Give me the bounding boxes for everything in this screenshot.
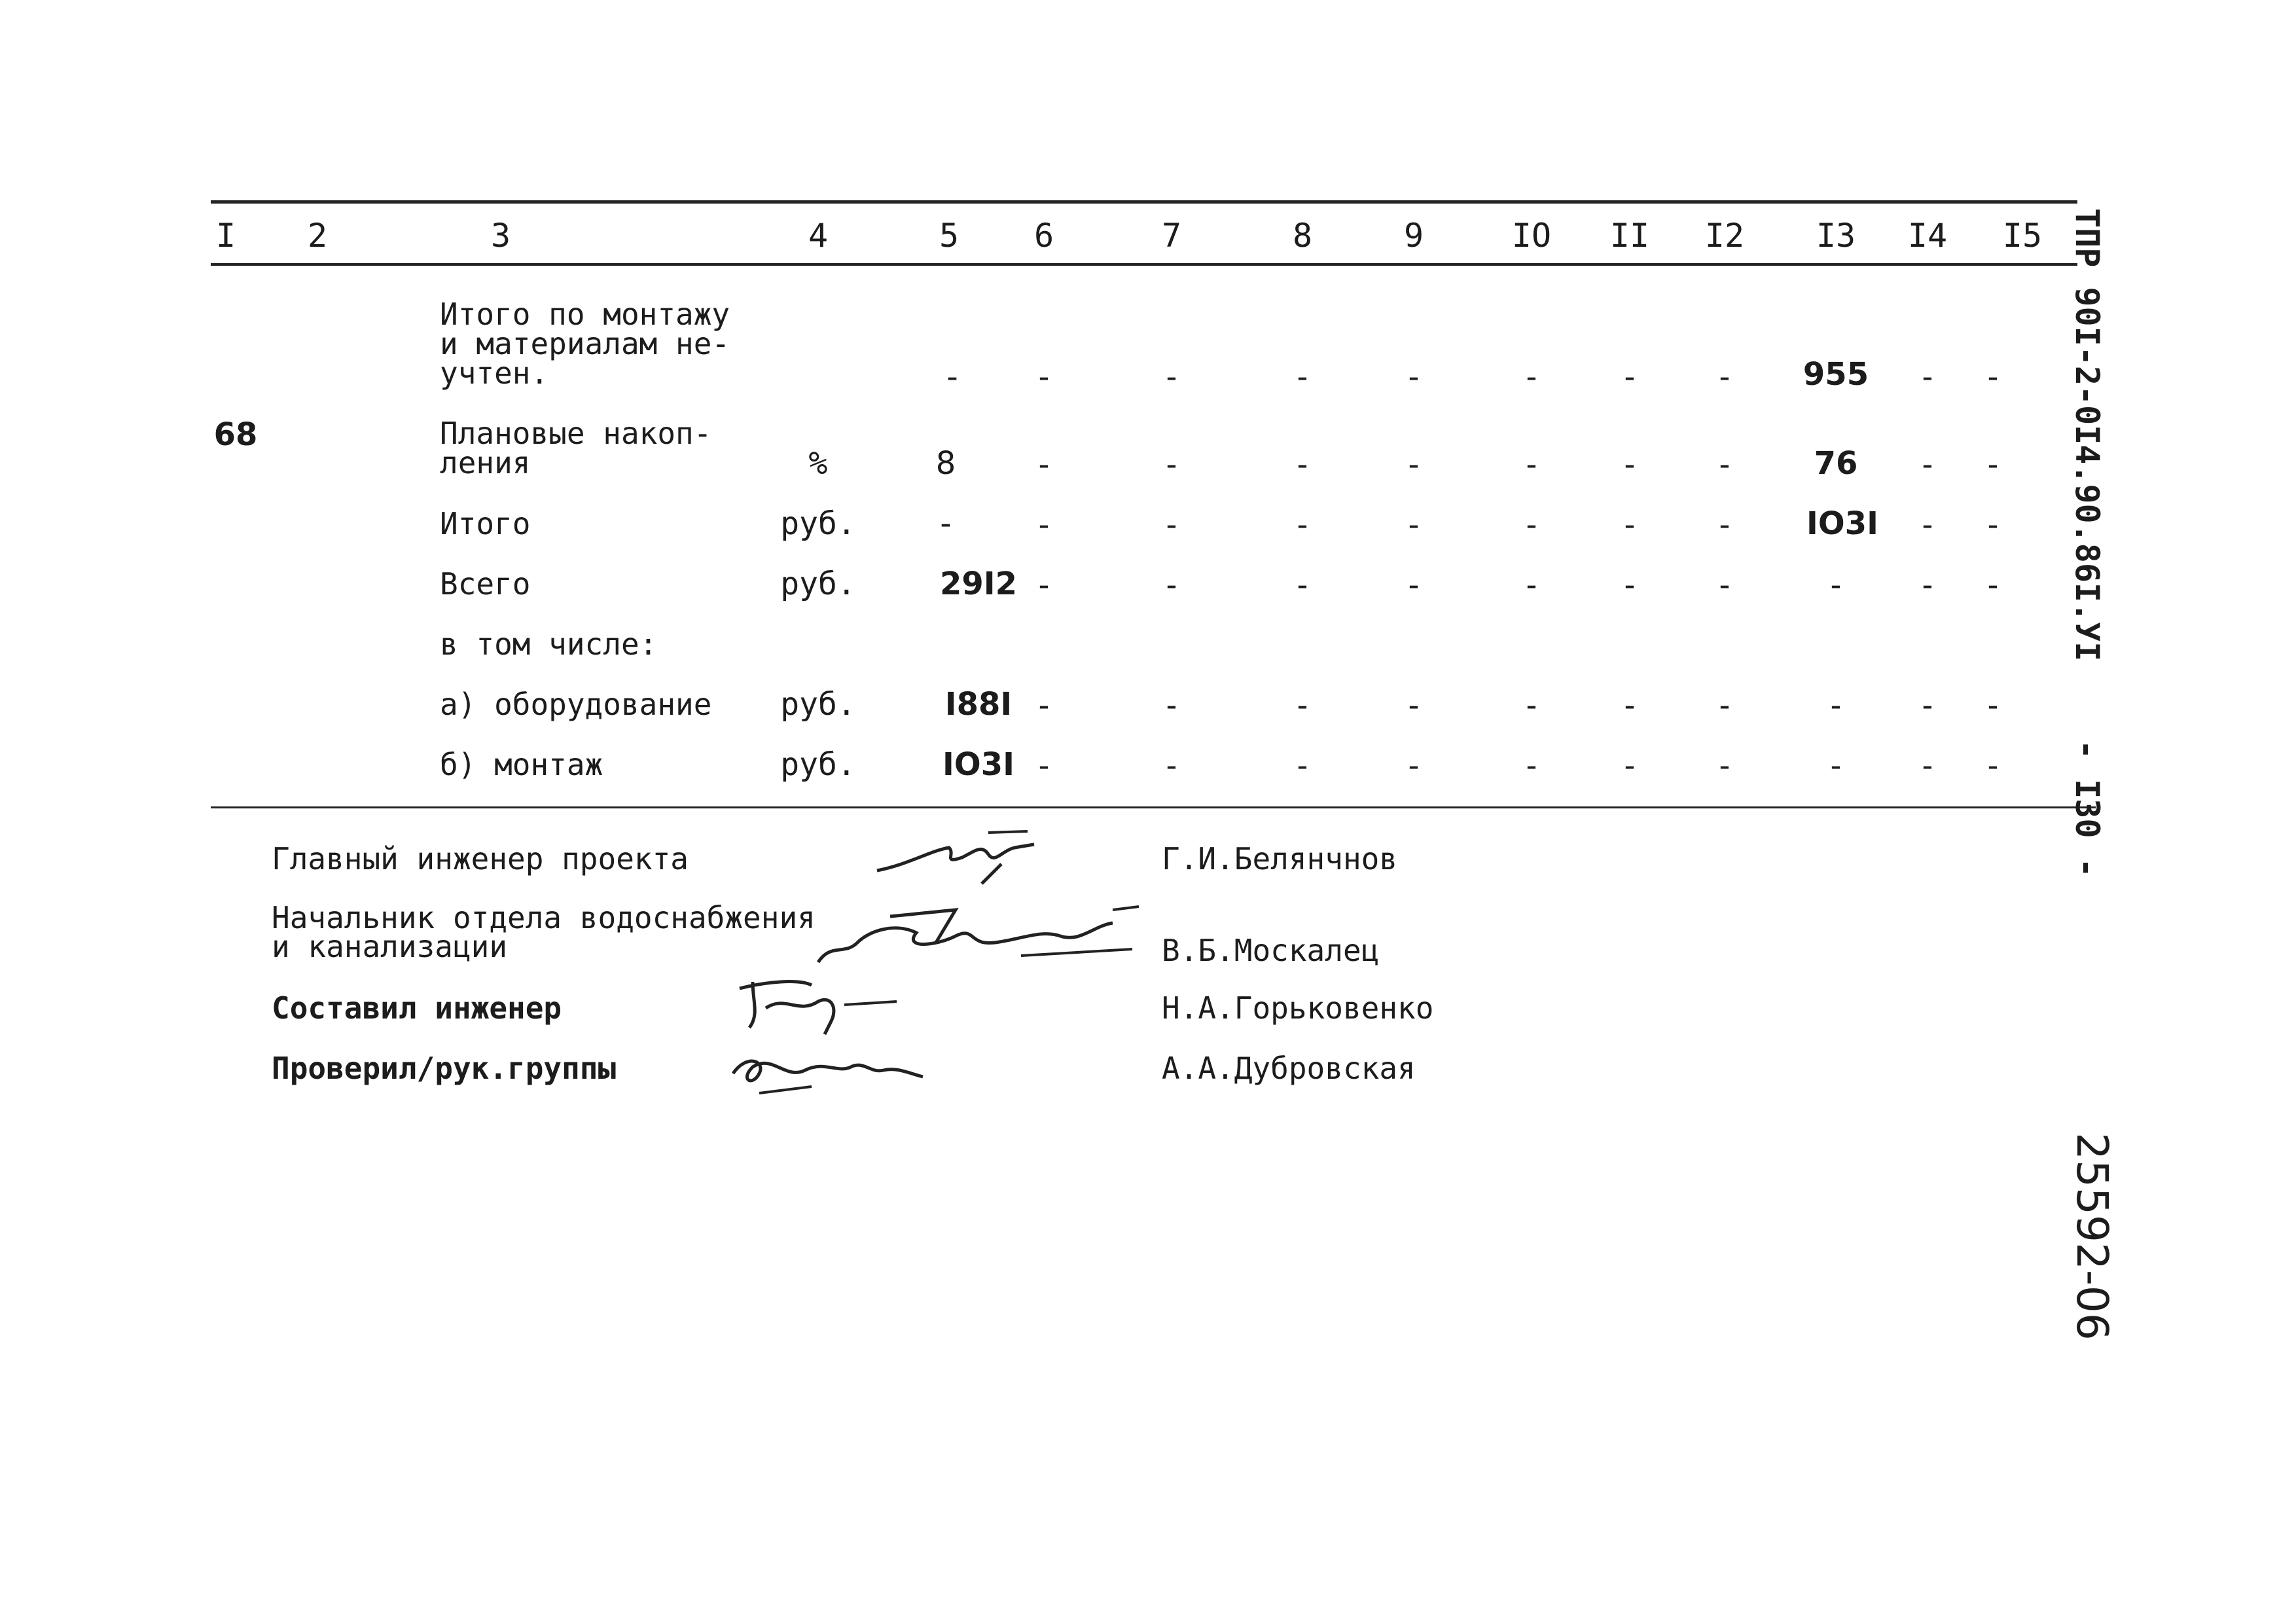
col9-dash: - [1404, 507, 1424, 543]
col7-dash: - [1162, 507, 1181, 543]
col9-dash: - [1404, 567, 1424, 604]
col7-dash: - [1162, 687, 1181, 724]
col14-dash: - [1918, 507, 1937, 543]
row-unit: руб. [780, 566, 856, 602]
archive-number: 25592-06 [2067, 1132, 2117, 1341]
col11-dash: - [1620, 687, 1640, 724]
col8-dash: - [1293, 507, 1312, 543]
col6-dash: - [1034, 446, 1054, 483]
col13-value: 76 [1814, 445, 1858, 482]
col15-dash: - [1983, 748, 2003, 784]
header-col-10: IO [1511, 217, 1552, 255]
col12-dash: - [1715, 359, 1734, 395]
table-top-rule [211, 200, 2077, 204]
col12-dash: - [1715, 507, 1734, 543]
col13-value: - [1826, 567, 1846, 604]
col8-dash: - [1293, 748, 1312, 784]
col10-dash: - [1522, 359, 1541, 395]
col6-dash: - [1034, 507, 1054, 543]
col11-dash: - [1620, 567, 1640, 604]
col5-value: 8 [935, 445, 956, 482]
signatory-name: Н.А.Горьковенко [1162, 990, 1434, 1026]
row-description: б) монтаж [440, 747, 603, 782]
table-bottom-rule [211, 806, 2096, 808]
header-col-1: I [215, 217, 236, 255]
col10-dash: - [1522, 507, 1541, 543]
col5-value: 29I2 [939, 566, 1018, 602]
header-col-13: I3 [1816, 217, 1856, 255]
document-code: ТПР 90I-2-0I4.90.86I.УI [2068, 208, 2106, 662]
col11-dash: - [1620, 507, 1640, 543]
col15-dash: - [1983, 359, 2003, 395]
header-col-11: II [1609, 217, 1650, 255]
col7-dash: - [1162, 748, 1181, 784]
col14-dash: - [1918, 687, 1937, 724]
col9-dash: - [1404, 359, 1424, 395]
row-description: а) оборудование [440, 687, 712, 722]
handwritten-signature [726, 969, 910, 1041]
col13-value: IO3I [1806, 505, 1878, 542]
col15-dash: - [1983, 687, 2003, 724]
col15-dash: - [1983, 567, 2003, 604]
header-col-14: I4 [1907, 217, 1948, 255]
col5-value: - [946, 359, 958, 395]
col15-dash: - [1983, 446, 2003, 483]
col6-dash: - [1034, 687, 1054, 724]
row-number: 68 [213, 416, 258, 453]
col5-value: I88I [944, 686, 1013, 723]
row-description: Всего [440, 566, 531, 602]
row-description: Итого по монтажу и материалам не- учтен. [440, 297, 730, 391]
header-col-7: 7 [1161, 217, 1182, 255]
header-col-4: 4 [808, 217, 829, 255]
header-col-6: 6 [1033, 217, 1054, 255]
row-description: в том числе: [440, 626, 658, 662]
signatory-role: Проверил/рук.группы [272, 1051, 617, 1086]
col5-value: IO3I [942, 746, 1014, 783]
col6-dash: - [1034, 359, 1054, 395]
col7-dash: - [1162, 446, 1181, 483]
col14-dash: - [1918, 567, 1937, 604]
col11-dash: - [1620, 359, 1640, 395]
col5-value: - [940, 505, 952, 542]
row-description: Итого [440, 506, 531, 541]
col13-value: - [1826, 687, 1846, 724]
signatory-role: Составил инженер [272, 990, 562, 1026]
col10-dash: - [1522, 567, 1541, 604]
signatory-name: А.А.Дубровская [1162, 1051, 1416, 1086]
row-unit: руб. [780, 505, 856, 542]
header-col-8: 8 [1292, 217, 1313, 255]
col6-dash: - [1034, 748, 1054, 784]
col10-dash: - [1522, 446, 1541, 483]
col11-dash: - [1620, 748, 1640, 784]
handwritten-signature [720, 1034, 942, 1106]
header-col-15: I5 [2002, 217, 2043, 255]
row-description: Плановые накоп- ления [440, 416, 712, 480]
col9-dash: - [1404, 446, 1424, 483]
signatory-role: Главный инженер проекта [272, 841, 689, 876]
col9-dash: - [1404, 687, 1424, 724]
col13-value: - [1826, 748, 1846, 784]
col14-dash: - [1918, 446, 1937, 483]
row-unit: % [808, 445, 828, 482]
col13-value: 955 [1803, 356, 1869, 393]
col15-dash: - [1983, 507, 2003, 543]
signatory-name: Г.И.Белянчнов [1162, 841, 1398, 876]
col12-dash: - [1715, 687, 1734, 724]
header-col-12: I2 [1704, 217, 1745, 255]
col8-dash: - [1293, 567, 1312, 604]
col14-dash: - [1918, 359, 1937, 395]
col8-dash: - [1293, 359, 1312, 395]
col12-dash: - [1715, 748, 1734, 784]
col7-dash: - [1162, 567, 1181, 604]
signatory-name: В.Б.Москалец [1162, 933, 1380, 968]
header-col-2: 2 [307, 217, 328, 255]
header-col-3: 3 [490, 217, 511, 255]
signatory-role: Начальник отдела водоснабжения и канализации [272, 900, 816, 964]
col11-dash: - [1620, 446, 1640, 483]
page-number: - I30 - [2068, 740, 2106, 878]
header-col-9: 9 [1403, 217, 1424, 255]
handwritten-signature [870, 825, 1054, 890]
col8-dash: - [1293, 687, 1312, 724]
col7-dash: - [1162, 359, 1181, 395]
col10-dash: - [1522, 748, 1541, 784]
row-unit: руб. [780, 686, 856, 723]
col12-dash: - [1715, 567, 1734, 604]
header-col-5: 5 [939, 217, 960, 255]
col10-dash: - [1522, 687, 1541, 724]
row-unit: руб. [780, 746, 856, 783]
col12-dash: - [1715, 446, 1734, 483]
col6-dash: - [1034, 567, 1054, 604]
col9-dash: - [1404, 748, 1424, 784]
col8-dash: - [1293, 446, 1312, 483]
col14-dash: - [1918, 748, 1937, 784]
header-bottom-rule [211, 263, 2077, 266]
